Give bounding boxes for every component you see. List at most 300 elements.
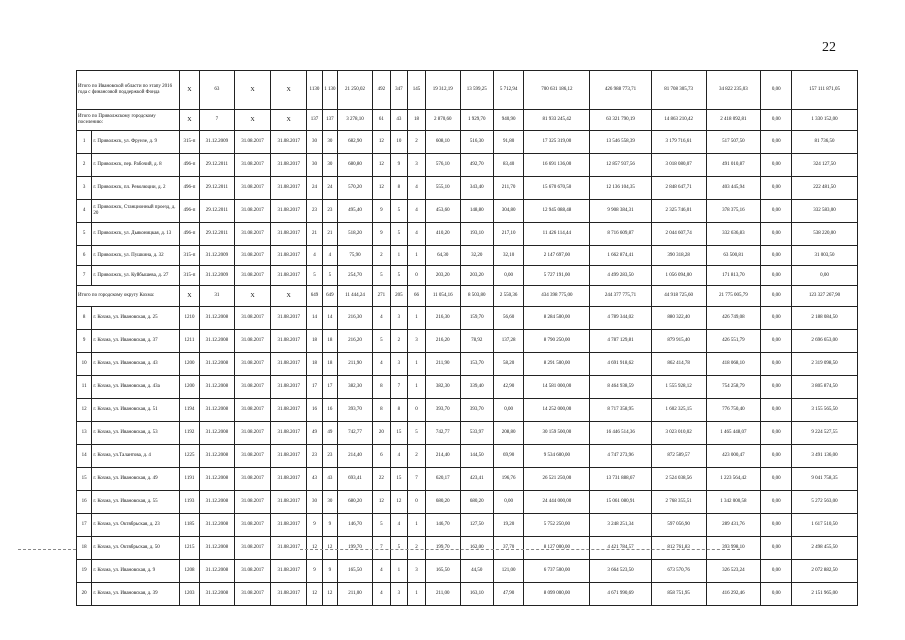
summary-cell: 2 550,36 [493, 286, 524, 307]
table-cell: 23 [322, 445, 337, 468]
table-cell: 4 [390, 514, 408, 537]
table-cell: 81 736,50 [792, 131, 858, 154]
table-cell: 32,20 [460, 246, 493, 266]
table-cell: 5 [322, 266, 337, 286]
table-cell: 12 [307, 583, 322, 606]
table-cell: 8 [373, 399, 391, 422]
summary-cell: 649 [322, 286, 337, 307]
table-cell: 879 915,40 [651, 330, 706, 353]
table-cell: 9 [307, 514, 322, 537]
table-cell: 15 [390, 468, 408, 491]
summary-cell: 0,00 [761, 286, 792, 307]
summary-cell: 81 933 245,42 [524, 110, 590, 131]
address-cell: г. Кохма, ул. Ивановская, д. 53 [92, 422, 180, 445]
table-cell: 254,70 [337, 266, 372, 286]
table-cell: 6 737 500,00 [524, 560, 590, 583]
table-cell: 393 998,10 [706, 537, 761, 560]
table-cell: 69,90 [493, 445, 524, 468]
table-cell: 16 691 136,00 [524, 154, 590, 177]
table-cell: 121,00 [493, 560, 524, 583]
table-cell: 4 691 918,62 [590, 353, 651, 376]
table-cell: 0,00 [761, 514, 792, 537]
table-cell: 0,00 [493, 399, 524, 422]
table-cell: 0,00 [761, 376, 792, 399]
table-cell: 0,00 [792, 266, 858, 286]
table-cell: 516,30 [460, 131, 493, 154]
table-cell: 31.12.2008 [199, 583, 234, 606]
table-cell: 31.12.2009 [199, 246, 234, 266]
table-cell: 3 [408, 330, 426, 353]
table-row [77, 307, 858, 330]
table-cell: 426 551,79 [706, 330, 761, 353]
summary-cell: 8 503,80 [460, 286, 493, 307]
table-cell: 56,60 [493, 307, 524, 330]
table-row [77, 223, 858, 246]
table-cell: 43 [322, 468, 337, 491]
summary-cell: 34 822 235,03 [706, 71, 761, 110]
table-cell: 555,10 [425, 177, 460, 200]
summary-cell: 11 444,24 [337, 286, 372, 307]
summary-cell: X [271, 286, 307, 307]
table-cell: 15 061 080,91 [590, 491, 651, 514]
table-cell: 2 [408, 537, 426, 560]
table-cell: 37,70 [493, 537, 524, 560]
table-cell: 31.08.2017 [234, 399, 270, 422]
table-cell: 211,90 [337, 353, 372, 376]
summary-cell: X [234, 71, 270, 110]
table-cell: 382,30 [337, 376, 372, 399]
table-cell: 492,70 [460, 154, 493, 177]
table-cell: 5 [390, 537, 408, 560]
row-number: 1 [77, 131, 92, 154]
table-cell: 682,90 [337, 131, 372, 154]
summary-cell: X [234, 286, 270, 307]
summary-cell: 61 [373, 110, 391, 131]
table-cell: 146,70 [337, 514, 372, 537]
table-cell: 491 010,87 [706, 154, 761, 177]
register-table [76, 70, 858, 606]
table-cell: 31.12.2009 [199, 131, 234, 154]
row-number: 17 [77, 514, 92, 537]
table-cell: 12 [373, 491, 391, 514]
table-cell: 332 583,00 [792, 200, 858, 223]
table-cell: 17 [307, 376, 322, 399]
table-cell: 339,40 [460, 376, 493, 399]
table-cell: 31.08.2017 [271, 560, 307, 583]
summary-cell: 347 [390, 71, 408, 110]
table-cell: 7 [373, 537, 391, 560]
table-cell: 3 [390, 307, 408, 330]
table-cell: 31.08.2017 [271, 353, 307, 376]
table-cell: 9 041 758,35 [792, 468, 858, 491]
table-cell: 1 555 928,12 [651, 376, 706, 399]
table-cell: 1192 [180, 422, 200, 445]
table-cell: 8 127 000,00 [524, 537, 590, 560]
table-cell: 31.12.2008 [199, 514, 234, 537]
table-cell: 4 [307, 246, 322, 266]
table-cell: 0,00 [761, 445, 792, 468]
table-cell: 30 [322, 131, 337, 154]
summary-row [77, 110, 858, 131]
table-cell: 31.12.2009 [199, 266, 234, 286]
table-cell: 2 151 965,00 [792, 583, 858, 606]
table-cell: 393,70 [460, 399, 493, 422]
table-cell: 31.08.2017 [234, 514, 270, 537]
summary-cell: 137 [307, 110, 322, 131]
table-cell: 18 [322, 330, 337, 353]
summary-row [77, 71, 858, 110]
table-cell: 8 464 938,59 [590, 376, 651, 399]
table-cell: 12 [307, 537, 322, 560]
table-cell: 8 716 609,87 [590, 223, 651, 246]
table-cell: 12 [373, 154, 391, 177]
table-cell: 83,40 [493, 154, 524, 177]
table-cell: 8 099 000,00 [524, 583, 590, 606]
table-cell: 0,00 [761, 468, 792, 491]
table-cell: 9 908 384,31 [590, 200, 651, 223]
table-cell: 216,30 [337, 307, 372, 330]
table-cell: 18 [307, 330, 322, 353]
table-cell: 31.08.2017 [271, 200, 307, 223]
table-cell: 1193 [180, 491, 200, 514]
table-cell: 31.08.2017 [234, 468, 270, 491]
table-cell: 22 [373, 468, 391, 491]
table-cell: 31.12.2008 [199, 491, 234, 514]
table-cell: 5 [390, 266, 408, 286]
table-cell: 0,00 [761, 560, 792, 583]
table-cell: 315-п [180, 266, 200, 286]
table-cell: 496-п [180, 177, 200, 200]
table-cell: 31.12.2008 [199, 422, 234, 445]
table-cell: 13 546 558,39 [590, 131, 651, 154]
table-cell: 517 507,50 [706, 131, 761, 154]
table-cell: 9 [307, 560, 322, 583]
table-cell: 5 [390, 223, 408, 246]
table-cell: 1200 [180, 353, 200, 376]
page-number: 22 [822, 40, 836, 55]
summary-cell: 2 870,60 [425, 110, 460, 131]
table-cell: 26 521 250,00 [524, 468, 590, 491]
table-cell: 196,76 [493, 468, 524, 491]
summary-cell: 0,00 [761, 71, 792, 110]
table-cell: 7 [408, 468, 426, 491]
table-cell: 31.08.2017 [271, 422, 307, 445]
summary-cell: 14 863 210,42 [651, 110, 706, 131]
summary-cell: 426 988 773,71 [590, 71, 651, 110]
table-cell: 680,20 [425, 491, 460, 514]
table-cell: 31.08.2017 [271, 376, 307, 399]
table-cell: 7 [390, 376, 408, 399]
table-cell: 24 [307, 177, 322, 200]
table-cell: 2 696 653,00 [792, 330, 858, 353]
address-cell: г. Кохма, ул. Ивановская, д. 43а [92, 376, 180, 399]
row-number: 5 [77, 223, 92, 246]
table-cell: 31.08.2017 [271, 491, 307, 514]
table-cell: 144,50 [460, 445, 493, 468]
table-row [77, 399, 858, 422]
table-cell: 2 072 882,50 [792, 560, 858, 583]
table-cell: 222 481,50 [792, 177, 858, 200]
table-cell: 693,41 [337, 468, 372, 491]
table-cell: 4 [390, 445, 408, 468]
table-cell: 1215 [180, 537, 200, 560]
summary-cell: 434 398 775,00 [524, 286, 590, 307]
table-cell: 1191 [180, 468, 200, 491]
summary-cell: 940,90 [493, 110, 524, 131]
table-cell: 410,20 [425, 223, 460, 246]
table-cell: 30 [307, 154, 322, 177]
table-cell: 1185 [180, 514, 200, 537]
table-row [77, 560, 858, 583]
table-row [77, 330, 858, 353]
table-cell: 16 446 514,36 [590, 422, 651, 445]
summary-cell: 271 [373, 286, 391, 307]
table-cell: 14 581 000,00 [524, 376, 590, 399]
table-cell: 608,10 [425, 131, 460, 154]
table-cell: 3 155 565,50 [792, 399, 858, 422]
table-cell: 0 [408, 491, 426, 514]
address-cell: г. Кохма, ул. Ивановская, д. 25 [92, 307, 180, 330]
table-cell: 538 220,00 [792, 223, 858, 246]
table-cell: 31.08.2017 [234, 330, 270, 353]
table-cell: 203,20 [460, 266, 493, 286]
row-number: 4 [77, 200, 92, 223]
table-cell: 12 [390, 491, 408, 514]
table-cell: 12 [373, 177, 391, 200]
table-cell: 49 [307, 422, 322, 445]
table-cell: 3 [408, 154, 426, 177]
table-cell: 4 [373, 560, 391, 583]
table-cell: 2 498 455,50 [792, 537, 858, 560]
table-cell: 31.12.2008 [199, 537, 234, 560]
row-number: 7 [77, 266, 92, 286]
table-cell: 31.12.2008 [199, 560, 234, 583]
table-cell: 31.08.2017 [234, 537, 270, 560]
summary-cell: 2 418 092,81 [706, 110, 761, 131]
table-cell: 343,40 [460, 177, 493, 200]
table-cell: 208,80 [493, 422, 524, 445]
table-cell: 17 [322, 376, 337, 399]
table-cell: 1225 [180, 445, 200, 468]
summary-cell: 700 631 186,12 [524, 71, 590, 110]
table-cell: 8 717 358,95 [590, 399, 651, 422]
table-cell: 2 147 697,00 [524, 246, 590, 266]
table-cell: 9 224 527,55 [792, 422, 858, 445]
table-cell: 1211 [180, 330, 200, 353]
table-cell: 4 671 990,69 [590, 583, 651, 606]
table-cell: 23 [307, 445, 322, 468]
summary-cell: 63 321 790,19 [590, 110, 651, 131]
address-cell: г. Приволжск, ул. Куйбышева, д. 27 [92, 266, 180, 286]
table-cell: 4 747 273,96 [590, 445, 651, 468]
table-cell: 17 325 319,00 [524, 131, 590, 154]
table-cell: 203,20 [425, 266, 460, 286]
summary-cell: 11 054,16 [425, 286, 460, 307]
table-cell: 31 003,50 [792, 246, 858, 266]
table-cell: 3 [390, 583, 408, 606]
table-cell: 9 [322, 514, 337, 537]
table-cell: 576,10 [425, 154, 460, 177]
table-row [77, 246, 858, 266]
table-cell: 880 322,40 [651, 307, 706, 330]
table-cell: 4 [408, 177, 426, 200]
table-cell: 31.08.2017 [234, 223, 270, 246]
table-cell: 148,80 [460, 200, 493, 223]
table-cell: 742,77 [337, 422, 372, 445]
summary-row [77, 286, 858, 307]
table-cell: 673 570,76 [651, 560, 706, 583]
table-cell: 0 [408, 266, 426, 286]
table-cell: 8 291 500,00 [524, 353, 590, 376]
table-cell: 518,20 [337, 223, 372, 246]
table-cell: 30 159 500,00 [524, 422, 590, 445]
table-cell: 1 056 094,00 [651, 266, 706, 286]
summary-cell: 21 250,02 [337, 71, 372, 110]
table-cell: 1 [408, 246, 426, 266]
table-cell: 211,70 [493, 177, 524, 200]
table-cell: 31.12.2008 [199, 307, 234, 330]
table-cell: 31.08.2017 [271, 468, 307, 491]
table-cell: 423 000,47 [706, 445, 761, 468]
table-cell: 14 [322, 307, 337, 330]
row-number: 9 [77, 330, 92, 353]
table-cell: 620,17 [425, 468, 460, 491]
address-cell: г. Кохма, ул. Октябрьская, д. 23 [92, 514, 180, 537]
table-cell: 5 [373, 266, 391, 286]
table-cell: 29.12.2011 [199, 177, 234, 200]
table-cell: 15 [390, 422, 408, 445]
summary-cell: 3 278,10 [337, 110, 372, 131]
summary-label: Итого по городскому округу Кохма: [77, 286, 180, 307]
table-cell: 0,00 [761, 353, 792, 376]
table-cell: 9 [373, 200, 391, 223]
table-cell: 16 [307, 399, 322, 422]
table-cell: 31.08.2017 [234, 445, 270, 468]
table-cell: 4 499 283,50 [590, 266, 651, 286]
address-cell: г. Кохма, ул. Ивановская, д. 55 [92, 491, 180, 514]
table-cell: 199,70 [425, 537, 460, 560]
table-cell: 91,80 [493, 131, 524, 154]
summary-cell: 81 708 305,73 [651, 71, 706, 110]
table-cell: 304,80 [493, 200, 524, 223]
table-row [77, 353, 858, 376]
table-cell: 8 [373, 376, 391, 399]
table-cell: 4 [408, 223, 426, 246]
table-cell: 31.12.2008 [199, 468, 234, 491]
table-cell: 31.08.2017 [271, 399, 307, 422]
table-cell: 1 342 000,58 [706, 491, 761, 514]
table-cell: 31.08.2017 [234, 422, 270, 445]
table-cell: 680,80 [337, 154, 372, 177]
table-row [77, 154, 858, 177]
table-cell: 31.08.2017 [271, 583, 307, 606]
table-cell: 31.12.2008 [199, 353, 234, 376]
row-number: 18 [77, 537, 92, 560]
table-cell: 496-п [180, 154, 200, 177]
table-cell: 211,00 [337, 583, 372, 606]
summary-cell: X [180, 71, 200, 110]
table-cell: 12 945 088,48 [524, 200, 590, 223]
table-cell: 2 188 084,50 [792, 307, 858, 330]
table-cell: 1 [408, 514, 426, 537]
table-cell: 4 [408, 200, 426, 223]
table-cell: 31.08.2017 [271, 537, 307, 560]
table-cell: 378 375,16 [706, 200, 761, 223]
table-cell: 0,00 [761, 246, 792, 266]
table-cell: 30 [322, 154, 337, 177]
table-cell: 12 [322, 537, 337, 560]
table-cell: 1 465 448,07 [706, 422, 761, 445]
table-cell: 5 [307, 266, 322, 286]
table-cell: 21 [322, 223, 337, 246]
table-cell: 393,70 [337, 399, 372, 422]
table-cell: 14 [307, 307, 322, 330]
summary-cell: 205 [390, 286, 408, 307]
table-cell: 8 [390, 177, 408, 200]
table-cell: 1 662 874,41 [590, 246, 651, 266]
table-cell: 23 [322, 200, 337, 223]
table-cell: 9 534 600,00 [524, 445, 590, 468]
address-cell: г. Приволжск, пер. Рабочий, д. 8 [92, 154, 180, 177]
table-cell: 8 284 500,00 [524, 307, 590, 330]
table-cell: 418 068,10 [706, 353, 761, 376]
address-cell: г. Приволжск, Станционный проезд, д. 20 [92, 200, 180, 223]
footer-rule-left [18, 549, 76, 551]
table-cell: 597 056,90 [651, 514, 706, 537]
address-cell: г. Приволжск, ул. Фрунзе, д. 9 [92, 131, 180, 154]
address-cell: г. Кохма, ул. Октябрьская, д. 50 [92, 537, 180, 560]
address-cell: г. Кохма, ул. Ивановская, д. 51 [92, 399, 180, 422]
table-cell: 12 857 937,56 [590, 154, 651, 177]
summary-cell: 18 [408, 110, 426, 131]
table-cell: 31.12.2008 [199, 399, 234, 422]
table-cell: 2 [373, 246, 391, 266]
address-cell: г. Кохма, ул. Ивановская, д. 39 [92, 583, 180, 606]
table-cell: 15 670 670,50 [524, 177, 590, 200]
row-number: 8 [77, 307, 92, 330]
table-cell: 162,00 [460, 537, 493, 560]
row-number: 3 [77, 177, 92, 200]
table-cell: 1 [390, 560, 408, 583]
table-cell: 214,40 [425, 445, 460, 468]
table-cell: 8 [390, 399, 408, 422]
table-cell: 58,20 [493, 353, 524, 376]
table-cell: 2 848 647,71 [651, 177, 706, 200]
table-cell: 0,00 [761, 131, 792, 154]
table-cell: 30 [307, 131, 322, 154]
table-cell: 0,00 [761, 223, 792, 246]
table-cell: 742,77 [425, 422, 460, 445]
row-number: 15 [77, 468, 92, 491]
table-cell: 1 [408, 353, 426, 376]
table-cell: 31.08.2017 [234, 200, 270, 223]
table-cell: 18 [307, 353, 322, 376]
table-cell: 9 [322, 560, 337, 583]
summary-cell: X [271, 110, 307, 131]
table-cell: 31.08.2017 [271, 266, 307, 286]
table-cell: 31.08.2017 [271, 223, 307, 246]
table-cell: 64,30 [425, 246, 460, 266]
table-cell: 42,90 [493, 376, 524, 399]
summary-cell: X [271, 71, 307, 110]
table-cell: 127,50 [460, 514, 493, 537]
summary-cell: 145 [408, 71, 426, 110]
table-cell: 171 813,70 [706, 266, 761, 286]
table-cell: 5 [373, 514, 391, 537]
table-cell: 5 752 250,00 [524, 514, 590, 537]
table-row [77, 491, 858, 514]
table-cell: 2 319 098,50 [792, 353, 858, 376]
